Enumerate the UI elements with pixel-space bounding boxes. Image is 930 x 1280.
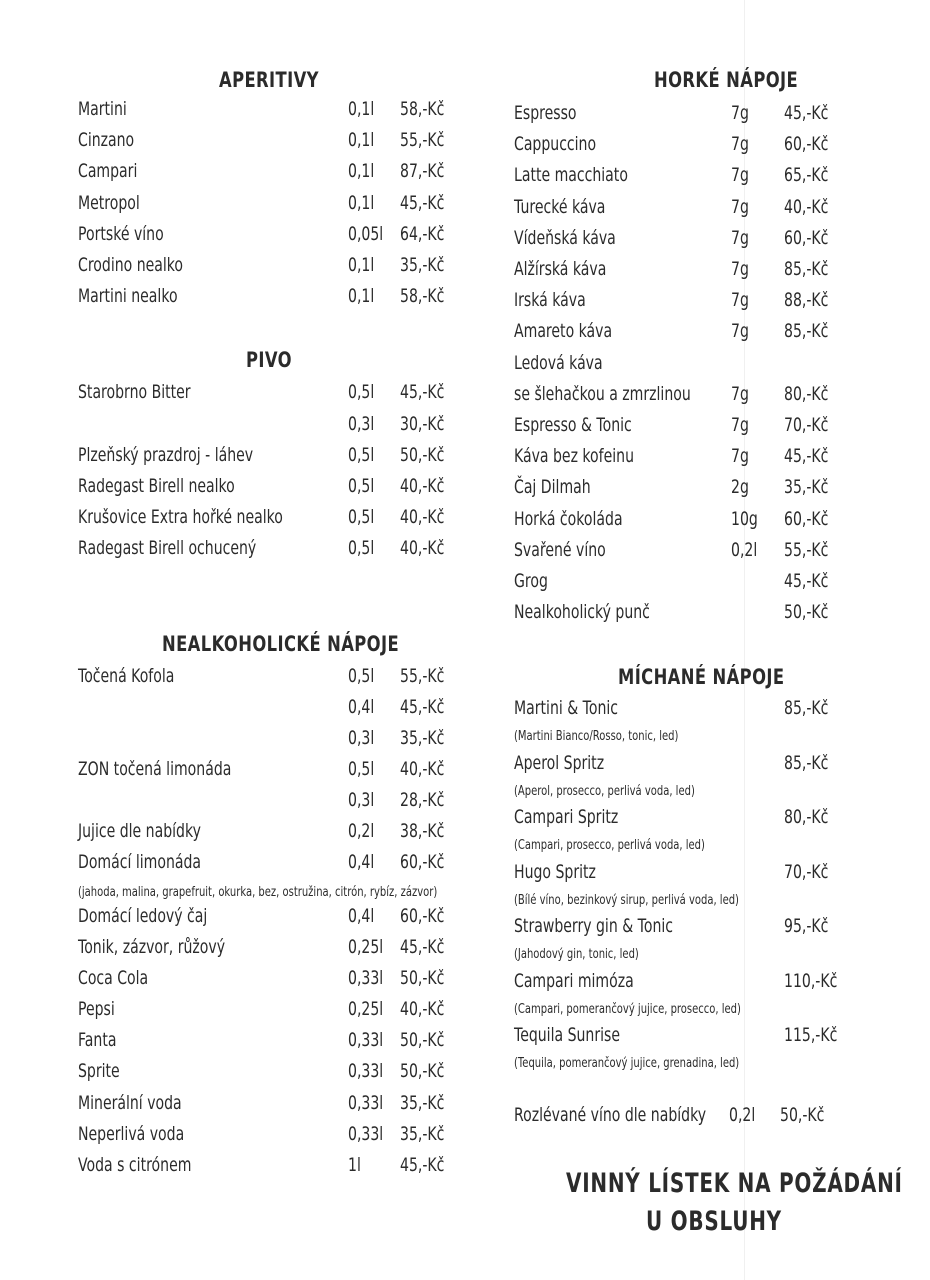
item-name: Fanta xyxy=(78,1029,117,1051)
item-price: 35,-Kč xyxy=(400,727,445,749)
item-price: 35,-Kč xyxy=(784,476,829,499)
menu-item-row xyxy=(514,539,854,567)
item-vol: 0,1l xyxy=(348,191,375,214)
item-vol: 0,1l xyxy=(348,254,375,276)
item-name: Martini xyxy=(78,98,127,120)
item-vol: 0,5l xyxy=(348,506,375,528)
menu-item-row xyxy=(78,998,468,1026)
item-price: 45,-Kč xyxy=(400,191,445,214)
cocktail-ingredients: (Campari, prosecco, perlivá voda, led) xyxy=(514,837,705,853)
item-vol: 0,33l xyxy=(348,1029,384,1051)
menu-item-row xyxy=(78,381,468,409)
item-price: 70,-Kč xyxy=(784,414,829,436)
cocktail-name: Martini & Tonic xyxy=(514,697,619,719)
section-title-nealko: NEALKOHOLICKÉ NÁPOJE xyxy=(162,632,400,656)
menu-item-row xyxy=(78,223,468,251)
cocktail-row xyxy=(514,752,854,780)
item-name: Coca Cola xyxy=(78,967,149,989)
cocktail-row xyxy=(514,1024,854,1052)
item-vol: 0,5l xyxy=(348,665,375,687)
item-name: ZON točená limonáda xyxy=(78,758,232,780)
menu-item-row xyxy=(514,570,854,598)
item-vol: 0,5l xyxy=(348,758,375,780)
item-price: 45,-Kč xyxy=(784,570,829,592)
menu-item-row xyxy=(514,164,854,192)
item-vol: 1l xyxy=(348,1154,361,1176)
menu-item-row xyxy=(78,192,468,220)
item-vol: 7g xyxy=(731,320,749,343)
cocktail-price: 115,-Kč xyxy=(784,1024,838,1046)
item-vol: 2g xyxy=(731,476,749,499)
menu-item-row xyxy=(78,789,468,817)
limonada-note: (jahoda, malina, grapefruit, okurka, bez, ostružina, citrón, rybíz, zázvor) xyxy=(78,884,438,900)
item-vol: 0,33l xyxy=(348,1123,384,1145)
menu-item-row xyxy=(78,696,468,724)
item-price: 45,-Kč xyxy=(400,696,445,718)
menu-item-row xyxy=(78,475,468,503)
cocktail-row xyxy=(514,970,854,998)
item-price: 87,-Kč xyxy=(400,160,445,183)
vino-row xyxy=(514,1104,854,1132)
item-name: Radegast Birell ochucený xyxy=(78,537,257,559)
item-vol: 0,5l xyxy=(348,444,375,466)
menu-item-row xyxy=(514,383,854,411)
menu-item-row xyxy=(78,254,468,282)
menu-item-row xyxy=(514,445,854,473)
item-name: Neperlivá voda xyxy=(78,1123,185,1145)
item-name: Starobrno Bitter xyxy=(78,381,191,403)
item-vol: 7g xyxy=(731,258,749,280)
section-title-pivo: PIVO xyxy=(246,348,292,372)
item-vol: 7g xyxy=(731,102,749,124)
item-name: Pepsi xyxy=(78,998,115,1020)
menu-item-row xyxy=(78,1029,468,1057)
cocktail-ingredients: (Aperol, prosecco, perlivá voda, led) xyxy=(514,782,695,799)
item-name: Latte macchiato xyxy=(514,164,628,187)
item-vol: 0,2l xyxy=(348,820,375,842)
menu-item-row xyxy=(514,102,854,130)
item-price: 28,-Kč xyxy=(400,789,445,811)
cocktail-name: Tequila Sunrise xyxy=(514,1024,620,1046)
item-vol: 7g xyxy=(731,414,749,436)
item-vol: 0,33l xyxy=(348,1060,384,1082)
item-vol: 7g xyxy=(731,445,749,468)
menu-item-row xyxy=(514,508,854,536)
cocktail-name: Hugo Spritz xyxy=(514,860,596,883)
cocktail-row xyxy=(514,915,854,943)
item-name: Svařené víno xyxy=(514,538,606,561)
cocktail-ingredients: (Tequila, pomerančový jujice, grenadina, led) xyxy=(514,1055,740,1071)
menu-item-row xyxy=(78,905,468,933)
item-price: 50,-Kč xyxy=(400,444,445,466)
item-vol: 0,33l xyxy=(348,967,384,989)
item-vol: 0,1l xyxy=(348,98,375,120)
item-price: 50,-Kč xyxy=(400,1060,445,1082)
item-name: Irská káva xyxy=(514,289,586,312)
item-price: 45,-Kč xyxy=(784,102,829,124)
item-name: Cinzano xyxy=(78,129,135,152)
item-price: 40,-Kč xyxy=(400,998,445,1020)
item-price: 64,-Kč xyxy=(400,222,445,245)
menu-item-row xyxy=(514,414,854,442)
item-vol: 7g xyxy=(731,382,749,405)
item-name: Ledová káva xyxy=(514,351,603,374)
item-price: 85,-Kč xyxy=(784,320,829,343)
item-vol: 0,33l xyxy=(348,1092,384,1114)
item-vol: 0,4l xyxy=(348,696,375,718)
item-price: 40,-Kč xyxy=(400,506,445,528)
menu-item-row xyxy=(514,320,854,348)
item-price: 35,-Kč xyxy=(400,1123,445,1145)
item-name: Točená Kofola xyxy=(78,665,175,687)
menu-item-row xyxy=(514,258,854,286)
item-vol: 0,1l xyxy=(348,285,375,308)
item-name: Espresso & Tonic xyxy=(514,414,632,436)
footer-line-1: VINNÝ LÍSTEK NA POŽÁDÁNÍ xyxy=(566,1168,903,1199)
item-price: 85,-Kč xyxy=(784,258,829,280)
menu-item-row xyxy=(514,352,854,380)
item-price: 60,-Kč xyxy=(784,226,829,249)
item-name: Nealkoholický punč xyxy=(514,601,650,624)
item-name: Tonik, zázvor, růžový xyxy=(78,936,226,958)
cocktail-row xyxy=(514,806,854,834)
item-vol: 7g xyxy=(731,289,749,312)
item-name: Portské víno xyxy=(78,222,164,245)
menu-item-row xyxy=(78,820,468,848)
menu-item-row xyxy=(78,129,468,157)
item-price: 58,-Kč xyxy=(400,98,445,120)
cocktail-price: 110,-Kč xyxy=(784,969,838,992)
item-price: 45,-Kč xyxy=(400,1154,445,1176)
cocktail-row xyxy=(514,697,854,725)
item-vol: 0,1l xyxy=(348,160,375,183)
item-price: 40,-Kč xyxy=(400,475,445,497)
menu-item-row xyxy=(78,665,468,693)
item-name: Voda s citrónem xyxy=(78,1154,192,1176)
item-vol: 0,3l xyxy=(348,789,375,811)
menu-item-row xyxy=(78,1123,468,1151)
item-name: Jujice dle nabídky xyxy=(78,820,201,842)
menu-item-row xyxy=(78,936,468,964)
item-name: Amareto káva xyxy=(514,320,613,343)
cocktail-name: Aperol Spritz xyxy=(514,751,605,774)
item-name: Turecké káva xyxy=(514,195,606,218)
cocktail-price: 80,-Kč xyxy=(784,806,829,828)
item-vol: 7g xyxy=(731,226,749,249)
cocktail-price: 70,-Kč xyxy=(784,860,829,883)
menu-item-row xyxy=(78,444,468,472)
cocktail-price: 95,-Kč xyxy=(784,915,829,937)
item-price: 40,-Kč xyxy=(400,758,445,780)
cocktail-ingredients: (Campari, pomerančový jujice, prosecco, led) xyxy=(514,1000,741,1017)
menu-item-row xyxy=(78,537,468,565)
item-price: 60,-Kč xyxy=(400,851,445,873)
item-price: 35,-Kč xyxy=(400,1092,445,1114)
menu-item-row xyxy=(514,601,854,629)
item-price: 60,-Kč xyxy=(400,905,445,927)
item-name: Vídeňská káva xyxy=(514,226,616,249)
menu-item-row xyxy=(514,196,854,224)
item-name: Domácí ledový čaj xyxy=(78,905,208,927)
section-title-horke: HORKÉ NÁPOJE xyxy=(654,68,799,92)
item-vol: 0,3l xyxy=(348,727,375,749)
item-name: Espresso xyxy=(514,102,577,124)
vino-name: Rozlévané víno dle nabídky xyxy=(514,1104,707,1126)
item-price: 80,-Kč xyxy=(784,382,829,405)
menu-item-row xyxy=(78,160,468,188)
item-vol: 0,1l xyxy=(348,129,375,152)
menu-item-row xyxy=(78,727,468,755)
cocktail-price: 85,-Kč xyxy=(784,751,829,774)
item-price: 50,-Kč xyxy=(784,601,829,624)
menu-item-row xyxy=(78,967,468,995)
menu-item-row xyxy=(514,476,854,504)
item-vol: 10g xyxy=(731,507,758,530)
item-price: 50,-Kč xyxy=(400,967,445,989)
item-price: 45,-Kč xyxy=(400,936,445,958)
cocktail-name: Strawberry gin & Tonic xyxy=(514,915,674,937)
item-vol: 0,25l xyxy=(348,998,384,1020)
item-name: Káva bez kofeinu xyxy=(514,445,634,468)
item-name: Martini nealko xyxy=(78,285,178,308)
item-price: 58,-Kč xyxy=(400,285,445,308)
item-price: 60,-Kč xyxy=(784,133,829,156)
menu-item-row xyxy=(78,413,468,441)
item-price: 30,-Kč xyxy=(400,413,445,435)
item-vol: 0,4l xyxy=(348,905,375,927)
menu-item-row xyxy=(514,227,854,255)
cocktail-ingredients: (Martini Bianco/Rosso, tonic, led) xyxy=(514,728,679,744)
item-name: Horká čokoláda xyxy=(514,507,623,530)
item-name: Cappuccino xyxy=(514,133,597,156)
item-price: 45,-Kč xyxy=(400,381,445,403)
menu-item-row xyxy=(78,1060,468,1088)
item-price: 45,-Kč xyxy=(784,445,829,468)
menu-item-row xyxy=(78,758,468,786)
item-price: 40,-Kč xyxy=(400,537,445,559)
menu-item-row xyxy=(78,851,468,879)
menu-item-row xyxy=(78,98,468,126)
item-price: 55,-Kč xyxy=(400,665,445,687)
item-vol: 0,05l xyxy=(348,222,384,245)
item-name: se šlehačkou a zmrzlinou xyxy=(514,382,691,405)
menu-item-row xyxy=(78,506,468,534)
section-title-michane: MÍCHANÉ NÁPOJE xyxy=(618,665,785,689)
item-price: 55,-Kč xyxy=(400,129,445,152)
item-vol: 0,4l xyxy=(348,851,375,873)
item-price: 50,-Kč xyxy=(400,1029,445,1051)
item-name: Crodino nealko xyxy=(78,254,184,276)
item-vol: 0,5l xyxy=(348,381,375,403)
cocktail-name: Campari mimóza xyxy=(514,969,634,992)
item-price: 40,-Kč xyxy=(784,195,829,218)
cocktail-name: Campari Spritz xyxy=(514,806,619,828)
item-name: Grog xyxy=(514,570,548,592)
section-title-aperitivy: APERITIVY xyxy=(219,68,319,92)
cocktail-price: 85,-Kč xyxy=(784,697,829,719)
item-price: 60,-Kč xyxy=(784,507,829,530)
menu-item-row xyxy=(78,285,468,313)
item-price: 65,-Kč xyxy=(784,164,829,187)
menu-item-row xyxy=(514,289,854,317)
item-name: Domácí limonáda xyxy=(78,851,202,873)
vino-price: 50,-Kč xyxy=(780,1104,825,1126)
item-name: Campari xyxy=(78,160,138,183)
item-name: Metropol xyxy=(78,191,140,214)
item-name: Krušovice Extra hořké nealko xyxy=(78,506,283,528)
vino-vol: 0,2l xyxy=(729,1104,756,1126)
item-vol: 7g xyxy=(731,133,749,156)
item-name: Čaj Dilmah xyxy=(514,476,591,499)
item-name: Plzeňský prazdroj - láhev xyxy=(78,444,254,466)
item-vol: 0,2l xyxy=(731,538,758,561)
item-name: Minerální voda xyxy=(78,1092,182,1114)
item-vol: 0,25l xyxy=(348,936,384,958)
item-name: Radegast Birell nealko xyxy=(78,475,235,497)
cocktail-ingredients: (Jahodový gin, tonic, led) xyxy=(514,946,639,962)
footer-line-2: U OBSLUHY xyxy=(646,1206,782,1237)
item-vol: 0,3l xyxy=(348,413,375,435)
item-vol: 0,5l xyxy=(348,537,375,559)
menu-item-row xyxy=(78,1092,468,1120)
item-price: 38,-Kč xyxy=(400,820,445,842)
item-price: 35,-Kč xyxy=(400,254,445,276)
item-price: 88,-Kč xyxy=(784,289,829,312)
item-vol: 7g xyxy=(731,164,749,187)
item-price: 55,-Kč xyxy=(784,538,829,561)
item-vol: 7g xyxy=(731,195,749,218)
item-name: Alžírská káva xyxy=(514,258,607,280)
menu-item-row xyxy=(514,133,854,161)
item-vol: 0,5l xyxy=(348,475,375,497)
item-name: Sprite xyxy=(78,1060,120,1082)
menu-item-row xyxy=(78,1154,468,1182)
cocktail-row xyxy=(514,861,854,889)
cocktail-ingredients: (Bílé víno, bezinkový sirup, perlivá voda, led) xyxy=(514,891,739,908)
